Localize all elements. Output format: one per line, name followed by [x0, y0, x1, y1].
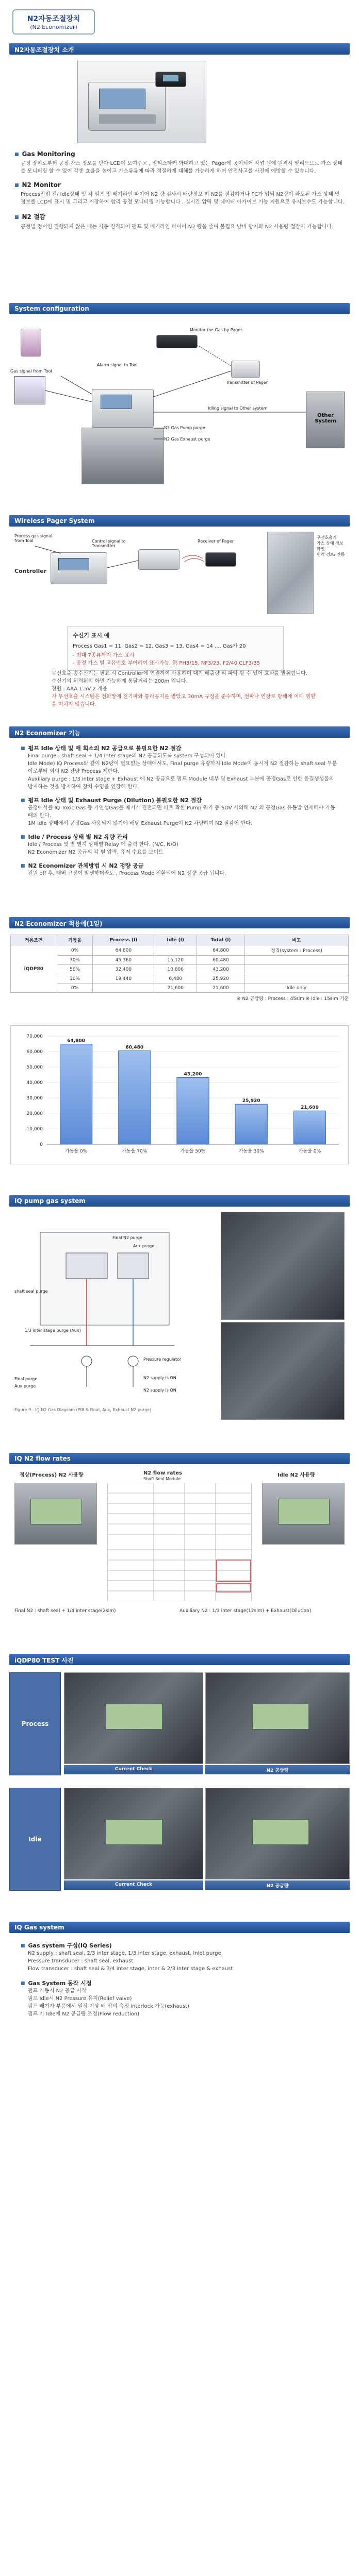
section-iqdp80-test: iQDP80 TEST 사진: [9, 1654, 350, 1665]
chart-bar: [293, 1111, 325, 1144]
x-category-label: 가동율 50%: [180, 1149, 206, 1154]
wireless-note-1: 무선호출 송수신기는 필요 시 Controller에 연결하여 사용하며 대기 배출량 리 파악 할 수 있어 효과를 발휘합니다.: [52, 671, 308, 676]
page-title-box: [12, 9, 95, 35]
idle-current-lcd: [106, 1819, 162, 1845]
function-3-line-2: N2 Economizer N2 공급의 각 별 압력, 유저 수요를 보이트: [28, 850, 164, 855]
pager-note-1: 무선호출기: [317, 535, 337, 540]
iq-gas-schematic: [9, 1212, 216, 1418]
legend-aux: Aux purge: [14, 1384, 36, 1388]
n2-supply-label: N2 supply is ON: [143, 1376, 176, 1380]
table-cell: 10,800: [154, 965, 197, 974]
table-cell: 19,440: [93, 974, 154, 984]
chart-bar: [235, 1104, 267, 1144]
process-n2-photo: [14, 1483, 97, 1545]
table-row: [11, 965, 349, 974]
iq-pump-photo-top: [221, 1212, 345, 1320]
table-cell: 30%: [57, 974, 93, 984]
wireless-note-2: 수신기의 위력위의 화면 가능하게 통달거리는 200m 입니다.: [52, 679, 188, 684]
pager-unit: [155, 72, 186, 87]
effect-row-label: iQDP80: [11, 945, 57, 993]
table-cell: 15,120: [154, 956, 197, 965]
table-cell: [93, 984, 154, 993]
function-2-line-2: 1M Idle 상태에서 공정Gas 사용되지 않기에 해당 Exhaust Purge이 N2 차량하여 N2 절감이 한다.: [28, 821, 252, 826]
receiver-label: Receiver of Pager: [198, 539, 234, 544]
process-current-caption: Current Check: [64, 1765, 203, 1774]
exhaust-supply-label: N2 supply is ON: [143, 1388, 176, 1393]
bar-data-label: 25,920: [242, 1098, 260, 1104]
receiver-title: 수신기 표시 예: [73, 632, 110, 639]
controller-label: Controller: [14, 568, 47, 574]
gas-monitoring-text: 공정 장비로부터 공정 가스 정보를 받아 LCD에 보여주고 , 멀티스타커 화대하고 있는 Pager에 공이되어 작업 원에 원격시 알리으므로 가스 상태를 모니터링 할 수 있어 각종 효율을 높이고 가스류류에 따라 적절하게 대해를 가능하게 하여 안전사고를 사전에 예방할 수 있습니다.: [21, 161, 343, 174]
table-cell: Idle only: [244, 984, 348, 993]
iq-gas-flow-4: 펌프 가 Idle에 N2 공급량 조정(Flow reduction): [28, 2011, 140, 2017]
shaft-seal-label: shaft seal purge: [14, 1289, 48, 1294]
page-title: N2자동조절장치: [27, 15, 80, 23]
iq-gas-flow-2: 펌프 Idle시 N2 Pressure 유지(Relief valve): [28, 1996, 132, 2002]
iq-gas-flow-title: ■ Gas System 동작 시점: [21, 1979, 340, 1987]
effect-col-process: Process (l): [93, 935, 154, 945]
table-cell: 64,800: [197, 945, 245, 956]
function-title-2: ■ 펌프 Idle 상태 및 Exhaust Purge (Dilution) 불필요한 N2 절감: [21, 796, 340, 804]
iq-gas-title: ■ Gas system 구성(IQ Series): [21, 1941, 340, 1950]
x-category-label: 가동율 0%: [64, 1149, 88, 1154]
flow-mid-title: N2 flow rates: [143, 1470, 183, 1476]
pager-screen: [163, 75, 178, 81]
receiver-display-example: [67, 626, 284, 671]
idle-n2-lcd: [252, 1819, 309, 1845]
chart-bar: [177, 1077, 209, 1144]
process-lcd: [30, 1499, 82, 1524]
x-category-label: 가동율 0%: [298, 1149, 321, 1154]
process-n2-photo-test: [205, 1672, 350, 1764]
section-system-configuration: System configuration: [9, 303, 350, 314]
wireless-note-3: 전원 : AAA 1.5V 2 개용: [52, 686, 108, 692]
table-cell: 50%: [57, 965, 93, 974]
table-cell: 0%: [57, 945, 93, 956]
section-iq-n2-flow: IQ N2 flow rates: [9, 1453, 350, 1464]
receiver-example-2: - 공정 가스 별 고유번호 부여하여 표시가능, 例 PH3/15, NF3/23, F2/40,CLF3/35: [73, 660, 260, 666]
y-tick-label: 30,000: [26, 1096, 43, 1101]
pressure-regulator-label: Pressure regulator: [143, 1357, 182, 1362]
section-economizer-effect: N2 Economizer 적용예(1일): [9, 917, 350, 928]
function-1-line-1: Final purge : shaft seal + 1/4 inter stage의 N2 공급되도록 system 구성되어 있다.: [28, 753, 227, 759]
section-iq-gas-system: IQ Gas system: [9, 1922, 350, 1933]
effect-col-condition: 적용조건: [11, 935, 57, 945]
function-1-line-2: Idle Mode) IQ Process와 같이 N2량이 필요없는 상태에서도, Final purge 유량까지 Idle Mode이 동시적 N2 절감하는 shaft seal 부분이로부터 외의 N2 잔양 Process 제한다.: [28, 761, 337, 774]
flow-mid-subtitle: Shaft Seal Module: [143, 1477, 181, 1481]
n2-save-title: ■ N2 절감: [14, 212, 345, 221]
chart-bar: [119, 1051, 151, 1144]
y-tick-label: 10,000: [26, 1127, 43, 1132]
table-cell: 21,600: [197, 984, 245, 993]
effect-col-idle: Idle (l): [154, 935, 197, 945]
chart-bar: [60, 1044, 92, 1144]
section-economizer-function: N2 Economizer 기능: [9, 726, 350, 738]
economizer-unit: [88, 82, 166, 131]
iq-figure-caption: Figure 9 - IQ N2 Gas Diagram (PIB & Final, Aux, Exhaust N2 purge): [14, 1408, 152, 1412]
process-n2-caption: N2 공급량: [205, 1765, 350, 1774]
idle-n2-photo: [262, 1483, 345, 1545]
legend-final: Final purge: [14, 1377, 38, 1381]
gas-signal-label: Gas signal from Tool: [10, 369, 52, 374]
monitor-label: Monitor the Gas by Pager: [190, 328, 242, 332]
n2-exhaust-purge-label: N2 Gas Exhaust purge: [164, 437, 210, 442]
effect-bar-chart-svg: [11, 1026, 349, 1165]
idle-row-label: Idle: [9, 1788, 61, 1891]
y-tick-label: 20,000: [26, 1111, 43, 1116]
wireless-notes: [52, 670, 320, 708]
idle-current-caption: Current Check: [64, 1880, 203, 1890]
table-cell: 45,360: [93, 956, 154, 965]
iq-gas-text: [21, 1941, 340, 2018]
wireless-diagram: [9, 532, 350, 619]
y-tick-label: 0: [40, 1142, 43, 1147]
function-2-line-1: 공정에서를 IQ Toxic Gas 등 가연성Gas를 배기가 진전되면 파트 확한 Pump 워기 등 SOV 사의해 N2 의 공정Gas 유동발 언제해야 가동 때의 한다.: [28, 805, 335, 819]
function-4-line-1: 전원 off 후, 래버 고장이 발생하더라도 , Process Mode 전환되어 N2 정량 공급 됩니다.: [28, 871, 226, 876]
function-title-1: ■ 펌프 Idle 상태 및 매 회소의 N2 공급으로 불필요한 N2 절감: [21, 744, 340, 752]
x-category-label: 가동율 70%: [122, 1149, 148, 1154]
pager-notes: [317, 535, 348, 557]
table-row: [11, 956, 349, 965]
y-tick-label: 50,000: [26, 1065, 43, 1070]
iq-gas-line-3: Flow transducer : shaft seal & 3/4 inter stage, inter & 2/3 inter stage & exhaust: [28, 1966, 233, 1972]
section-n2-intro: N2자동조절장치 소개: [9, 43, 350, 55]
iq-gas-flow-1: 펌프 가동시 N2 공급 시작: [28, 1988, 87, 1994]
y-tick-label: 40,000: [26, 1080, 43, 1086]
economizer-photo: [77, 61, 206, 143]
iq-gas-flow-3: 펌프 배기가 부품에서 일정 이상 배 압의 측정 interlock 가능(exhaust): [28, 2004, 189, 2009]
intro-text-block: [14, 150, 345, 231]
bar-data-label: 64,800: [67, 1038, 85, 1044]
table-cell: 70%: [57, 956, 93, 965]
worker-photo: [267, 532, 314, 614]
table-cell: [244, 965, 348, 974]
iq-pump-photo-bottom: [221, 1322, 345, 1420]
idle-n2-photo-test: [205, 1788, 350, 1879]
iq-gas-line-2: Pressure transducer : shaft seal, exhaust: [28, 1958, 134, 1964]
function-list: [21, 744, 340, 877]
unit-panel: [99, 114, 156, 124]
system-config-diagram: [9, 319, 350, 495]
y-tick-label: 70,000: [26, 1034, 43, 1039]
iq-pump-diagram: [9, 1212, 350, 1428]
idle-current-photo: [64, 1788, 203, 1879]
n2-pump-purge-label: N2 Gas Pump purge: [164, 426, 205, 430]
effect-chart: [10, 1025, 349, 1164]
table-row: [11, 984, 349, 993]
table-cell: [154, 945, 197, 956]
x-category-label: 가동율 30%: [238, 1149, 264, 1154]
flow-foot-right: Auxiliary N2 : 1/3 inter stage(12slm) + Exhaust(Dilution): [180, 1608, 312, 1614]
idling-label: Idling signal to Other system: [208, 406, 268, 411]
table-cell: 43,200: [197, 965, 245, 974]
flow-left-title: 정상(Process) N2 사용량: [20, 1472, 84, 1478]
table-cell: 25,920: [197, 974, 245, 984]
table-row: [11, 945, 349, 956]
receiver-line: Process Gas1 = 11, Gas2 = 12, Gas3 = 13, Gas4 = 14 .... Gas가 20: [73, 643, 246, 649]
table-cell: [244, 974, 348, 984]
function-title-3: ■ Idle / Process 상태 별 N2 유량 관리: [21, 833, 340, 841]
process-row-label: Process: [9, 1672, 61, 1775]
process-n2-lcd: [252, 1704, 309, 1730]
bar-data-label: 43,200: [184, 1072, 202, 1077]
function-1-line-3: Auxiliary purge : 1/3 inter stage + Exhaust 에 N2 공급으로 펌프 Module 내부 및 Exhaust 부분에 공정Gas로 인한 응결생성물의 방지하는 것을 방지하여 장치 수명을 연장해 한다.: [28, 776, 334, 790]
pager-note-3: 원격 경보/ 진동: [317, 552, 345, 557]
effect-col-total: Total (l): [197, 935, 245, 945]
function-title-4: ■ N2 Economizer 관체방법 시 N2 정량 공급: [21, 861, 340, 870]
effect-table: [10, 935, 349, 993]
process-current-lcd: [106, 1704, 162, 1730]
unit-lcd: [99, 89, 145, 109]
receiver-example-1: - 최대 7종류까지 가스 표시: [73, 653, 135, 658]
flow-rates-panel: [9, 1469, 350, 1624]
page-subtitle: (N2 Economizer): [30, 24, 77, 30]
n2-monitor-title: ■ N2 Monitor: [14, 181, 345, 189]
table-cell: [244, 956, 348, 965]
bar-data-label: 21,600: [301, 1105, 319, 1111]
section-wireless-pager: Wireless Pager System: [9, 515, 350, 527]
table-cell: 32,400: [93, 965, 154, 974]
pager-note-2: 가스 상태 정보 확인: [317, 541, 344, 551]
wireless-arrows: [9, 532, 267, 619]
table-cell: 6,480: [154, 974, 197, 984]
effect-table-note: ※ N2 공급량 : Process : 45slm ※ Idle : 15slm 기준: [237, 996, 349, 1002]
system-config-arrows: [9, 319, 350, 495]
final-n2-label: Final N2 purge: [112, 1235, 142, 1240]
process-current-photo: [64, 1672, 203, 1764]
flow-rates-table-graphic: [107, 1483, 252, 1601]
table-cell: 0%: [57, 984, 93, 993]
function-3-line-1: Idle / Process 및 별 별지 상태별 Relay 에 출력 한다. (N/C, N/O): [28, 842, 178, 848]
control-signal-label: Control signal to Transmitter: [92, 539, 126, 548]
inter-stage-label: 1/3 inter stage purge (Aux): [25, 1328, 81, 1333]
flow-foot-left: Final N2 : shaft seal + 1/4 inter stage(2slm): [14, 1608, 116, 1614]
other-system-label: Other System: [315, 413, 336, 424]
effect-col-rate: 기동율: [57, 935, 93, 945]
flow-right-title: Idle N2 사용량: [278, 1472, 315, 1478]
n2-monitor-text: Process진입 전/ Idle상태 및 각 펌프 및 배기라인 파이어 N2 량 검사시 배량정보 하 N2를 절감하거나 PC가 입되 N2량이 과도된 가스 상태 및 정보를 LCD에 표시 및 그리고 저장하여 합리 공정 모니터링 가능합니다 . 실시간 압력 및 데이터 아카이브 기능 지원으로 유지보수도 가능합니다.: [21, 192, 345, 205]
section-iq-pump-gas: IQ pump gas system: [9, 1195, 350, 1207]
bar-data-label: 60,480: [125, 1045, 144, 1050]
table-cell: 21,600: [154, 984, 197, 993]
table-cell: 정격(system : Process): [244, 945, 348, 956]
alarm-label: Alarm signal to Tool: [97, 363, 138, 367]
table-row: [11, 974, 349, 984]
n2-save-text: 공정별 정서인 진행되지 않은 때는 자동 진격되어 펌프 및 배기라인 파이어 N2 량을 줄여 불필요 낭비 방지와 N2 사용량 절감이 가능합니다.: [21, 224, 334, 230]
wireless-note-red: 각 무선호출 시스템은 전화망에 전기파와 통라공지를 받았고 30mA 규정을 준수하며, 전파나 연장로 방해에 어떠 영향을 미치지 않습니다.: [52, 694, 316, 707]
idle-n2-caption: N2 공급량: [205, 1880, 350, 1890]
process-gas-label: Process gas signal from Tool: [14, 534, 53, 543]
y-tick-label: 60,000: [26, 1049, 43, 1055]
effect-table-header-row: [11, 935, 349, 945]
effect-col-note: 비고: [244, 935, 348, 945]
idle-lcd: [278, 1499, 330, 1524]
gas-monitoring-title: ■ Gas Monitoring: [14, 150, 345, 158]
effect-table-wrap: [10, 935, 349, 1002]
table-cell: 64,800: [93, 945, 154, 956]
aux-purge-label: Aux purge: [133, 1244, 155, 1248]
transmitter-label: Transmitter of Pager: [226, 380, 268, 385]
iq-gas-line-1: N2 supply : shaft seal, 2/3 inter stage, 1/3 inter stage, exhaust, Inlet purge: [28, 1951, 221, 1956]
table-cell: 60,480: [197, 956, 245, 965]
